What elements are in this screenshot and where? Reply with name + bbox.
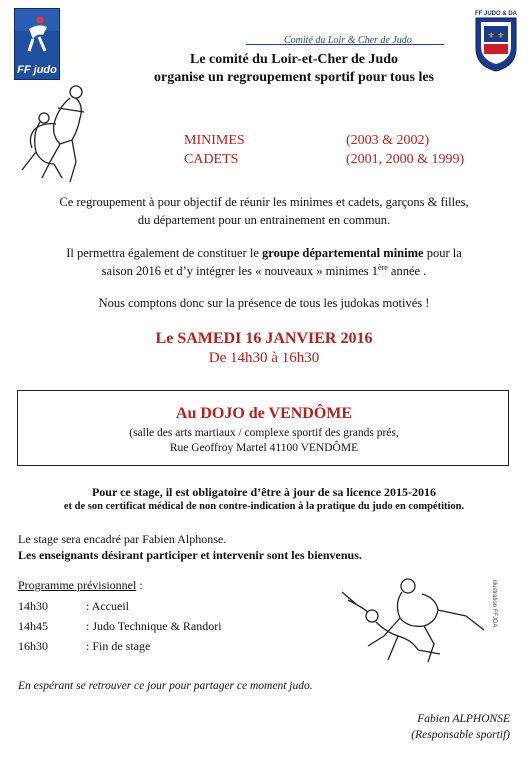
paragraph-group: Il permettra également de constituer le groupe départemental minime pour la: [66, 246, 462, 260]
venue-address-line: (salle des arts martiaux / complexe sportif des grands prés,: [129, 427, 399, 439]
event-time: De 14h30 à 16h30: [208, 350, 320, 366]
category-name: MINIMES: [184, 133, 245, 148]
page-subtitle: organise un regroupement sportif pour tous les: [153, 70, 434, 85]
teachers-welcome-line: Les enseignants désirant participer et intervenir sont les bienvenus.: [18, 548, 362, 562]
paragraph-objective: Ce regroupement à pour objectif de réunir les minimes et cadets, garçons & filles,: [59, 195, 469, 209]
committee-link[interactable]: Comité du Loir & Cher de Judo: [284, 35, 412, 46]
program-time: 16h30: [18, 639, 48, 653]
paragraph-group-cont: saison 2016 et d’y intégrer les « nouveaux » minimes 1ère année .: [101, 263, 427, 279]
staff-line: Le stage sera encadré par Fabien Alphonse.: [18, 532, 227, 546]
signature-role: (Responsable sportif): [411, 729, 510, 741]
paragraph-motivation: Nous comptons donc sur la présence de tous les judokas motivés !: [98, 296, 430, 310]
venue-address-line: Rue Geoffroy Martel 41100 VENDÔME: [169, 442, 359, 454]
signature-name: Fabien ALPHONSE: [417, 713, 510, 725]
group-highlight: groupe départemental minime: [262, 246, 424, 260]
page-title: Le comité du Loir-et-Cher de Judo: [189, 52, 399, 67]
closing-line: En espérant se retrouver ce jour pour partager ce moment judo.: [18, 680, 313, 692]
category-name: CADETS: [184, 152, 239, 167]
program-time: 14h30: [18, 599, 48, 613]
program-time: 14h45: [18, 619, 48, 633]
category-years: (2001, 2000 & 1999): [346, 152, 465, 167]
category-years: (2003 & 2002): [346, 133, 430, 148]
medical-notice: et de son certificat médical de non contre-indication à la pratique du judo en compétition.: [63, 501, 465, 512]
illustration-credit: illustration FFJDA: [491, 580, 497, 628]
event-date: Le SAMEDI 16 JANVIER 2016: [155, 330, 373, 347]
judoka-throw-illustration-icon: [14, 78, 114, 188]
license-notice: Pour ce stage, il est obligatoire d’être à jour de sa licence 2015-2016: [91, 485, 437, 499]
program-label: : Accueil: [86, 599, 129, 613]
program-label: : Fin de stage: [86, 639, 151, 653]
judoka-randori-illustration-icon: [338, 570, 490, 666]
ffjudo-logo-text: FF judo: [17, 64, 57, 76]
judoka-logo-icon: [25, 15, 51, 53]
svg-text:⚜ ⚜: ⚜ ⚜: [487, 31, 505, 40]
paragraph-objective-cont: du département pour un entrainement en commun.: [137, 213, 391, 227]
venue-title: Au DOJO de VENDÔME: [175, 405, 353, 422]
program-label: : Judo Technique & Randori: [86, 619, 222, 633]
crest-text: FF JUDO & DA: [475, 11, 517, 17]
program-heading: Programme prévisionnel :: [18, 578, 143, 592]
